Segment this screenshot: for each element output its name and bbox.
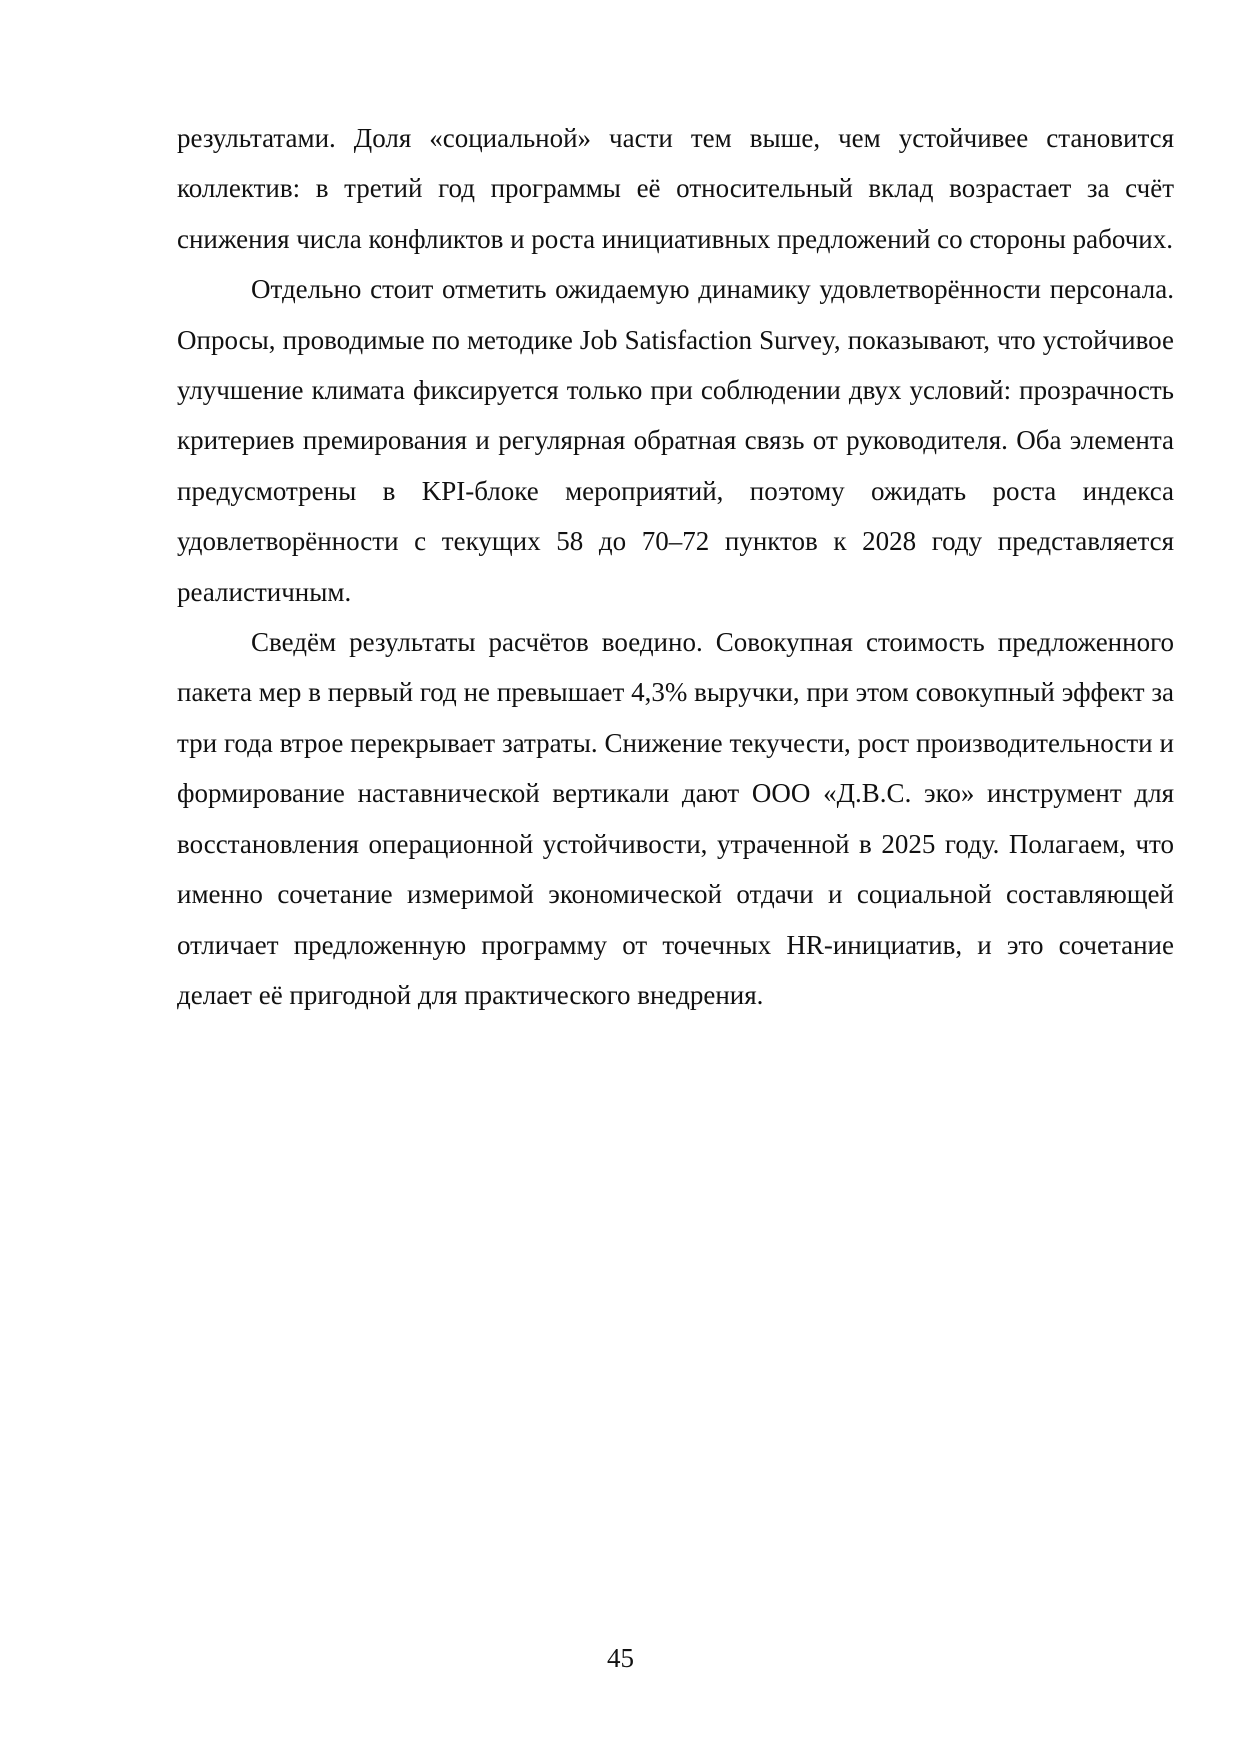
paragraph-summary: Сведём результаты расчётов воедино. Совокупная стоимость предложенного пакета мер в первый год не превышает 4,3% выручки, при этом совокупный эффект за три года втрое перекрывает затраты. Снижение текучести, рост производительности и формирование наставнической вертикали дают ООО «Д.В.С. эко» инструмент для восстановления операционной устойчивости, утраченной в 2025 году. Полагаем, что именно сочетание измеримой экономической отдачи и социальной составляющей отличает предложенную программу от точечных HR-инициатив, и это сочетание делает её пригодной для практического внедрения.: [177, 627, 1174, 1010]
paragraph-continuation: результатами. Доля «социальной» части тем выше, чем устойчивее становится коллектив: в третий год программы её относительный вклад возрастает за счёт снижения числа конфликтов и роста инициативных предложений со стороны рабочих.: [177, 123, 1174, 254]
page-number: 45: [607, 1643, 634, 1673]
body-text: [177, 113, 1174, 1020]
paragraph-satisfaction: Отдельно стоит отметить ожидаемую динамику удовлетворённости персонала. Опросы, проводимые по методике Job Satisfaction Survey, показывают, что устойчивое улучшение климата фиксируется только при соблюдении двух условий: прозрачность критериев премирования и регулярная обратная связь от руководителя. Оба элемента предусмотрены в KPI-блоке мероприятий, поэтому ожидать роста индекса удовлетворённости с текущих 58 до 70–72 пунктов к 2028 году представляется реалистичным.: [177, 274, 1174, 607]
